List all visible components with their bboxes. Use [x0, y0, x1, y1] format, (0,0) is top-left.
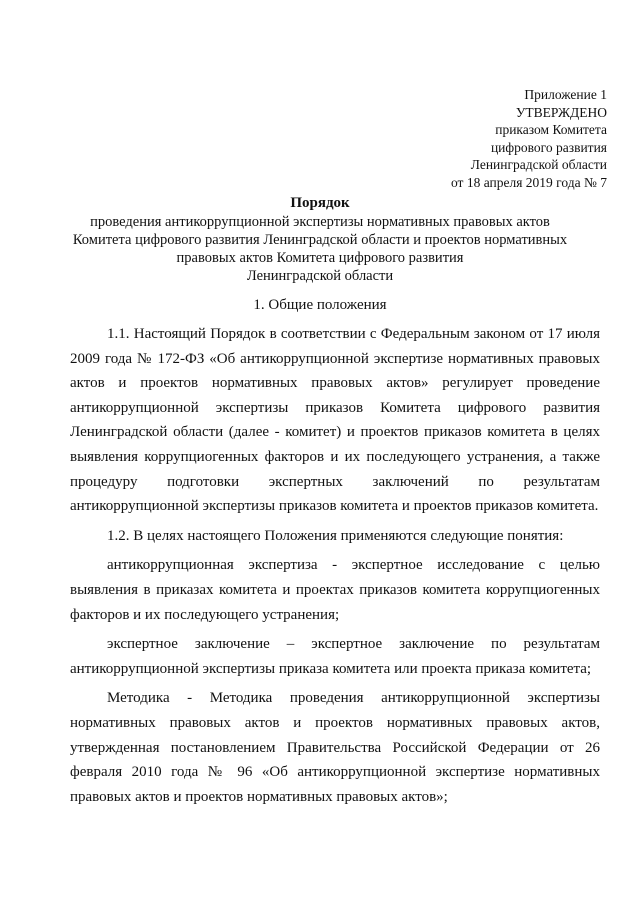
approval-line-appendix: Приложение 1 [524, 87, 607, 102]
document-body [70, 322, 600, 809]
approval-line-date: от 18 апреля 2019 года № 7 [450, 174, 607, 190]
approval-line-approved: УТВЕРЖДЕНО [515, 104, 607, 120]
document-subtitle-line: Ленинградской области [246, 268, 394, 284]
approval-line-region: Ленинградской области [470, 157, 607, 173]
definition-anticorruption-expertise: антикоррупционная экспертиза - экспертное исследование с целью выявления в приказах комитета и проектах приказов комитета коррупциогенных факторов и их последующего устранения; [70, 557, 600, 623]
definition-methodology: Методика - Методика проведения антикоррупционной экспертизы нормативных правовых актов и проектов нормативных правовых актов, утвержденная постановлением Правительства Российской Федерации от 26 февраля 2010 года № 96 «Об антикоррупционной экспертизе нормативных правовых актов и проектов нормативных правовых актов»; [70, 690, 600, 805]
approval-line-order: приказом Комитета [495, 122, 607, 138]
approval-stamp [451, 86, 607, 192]
document-subtitle-line: Комитета цифрового развития Ленинградской области и проектов нормативных [72, 232, 568, 248]
approval-line-committee: цифрового развития [490, 139, 607, 155]
document-title: Порядок [290, 195, 350, 211]
section-heading: 1. Общие положения [253, 297, 387, 313]
paragraph-1-2: 1.2. В целях настоящего Положения применяются следующие понятия: [107, 527, 564, 544]
paragraph-1-1: 1.1. Настоящий Порядок в соответствии с Федеральным законом от 17 июля 2009 года № 172-ФЗ «Об антикоррупционной экспертизе нормативных правовых актов и проектов нормативных правовых актов» регулирует проведение антикоррупционной экспертизы приказов Комитета цифрового развития Ленинградской области (далее - комитет) и проектов приказов комитета в целях выявления коррупциогенных факторов и их последующего устранения, а также процедуру подготовки экспертных заключений по результатам антикоррупционной экспертизы приказов комитета и проектов приказов комитета. [70, 326, 600, 515]
document-subtitle-line: правовых актов Комитета цифрового развития [176, 250, 464, 266]
document-title-block [60, 194, 580, 285]
document-subtitle-line: проведения антикоррупционной экспертизы нормативных правовых актов [90, 214, 550, 230]
definition-expert-conclusion: экспертное заключение – экспертное заключение по результатам антикоррупционной экспертизы приказа комитета или проекта приказа комитета; [70, 636, 600, 677]
